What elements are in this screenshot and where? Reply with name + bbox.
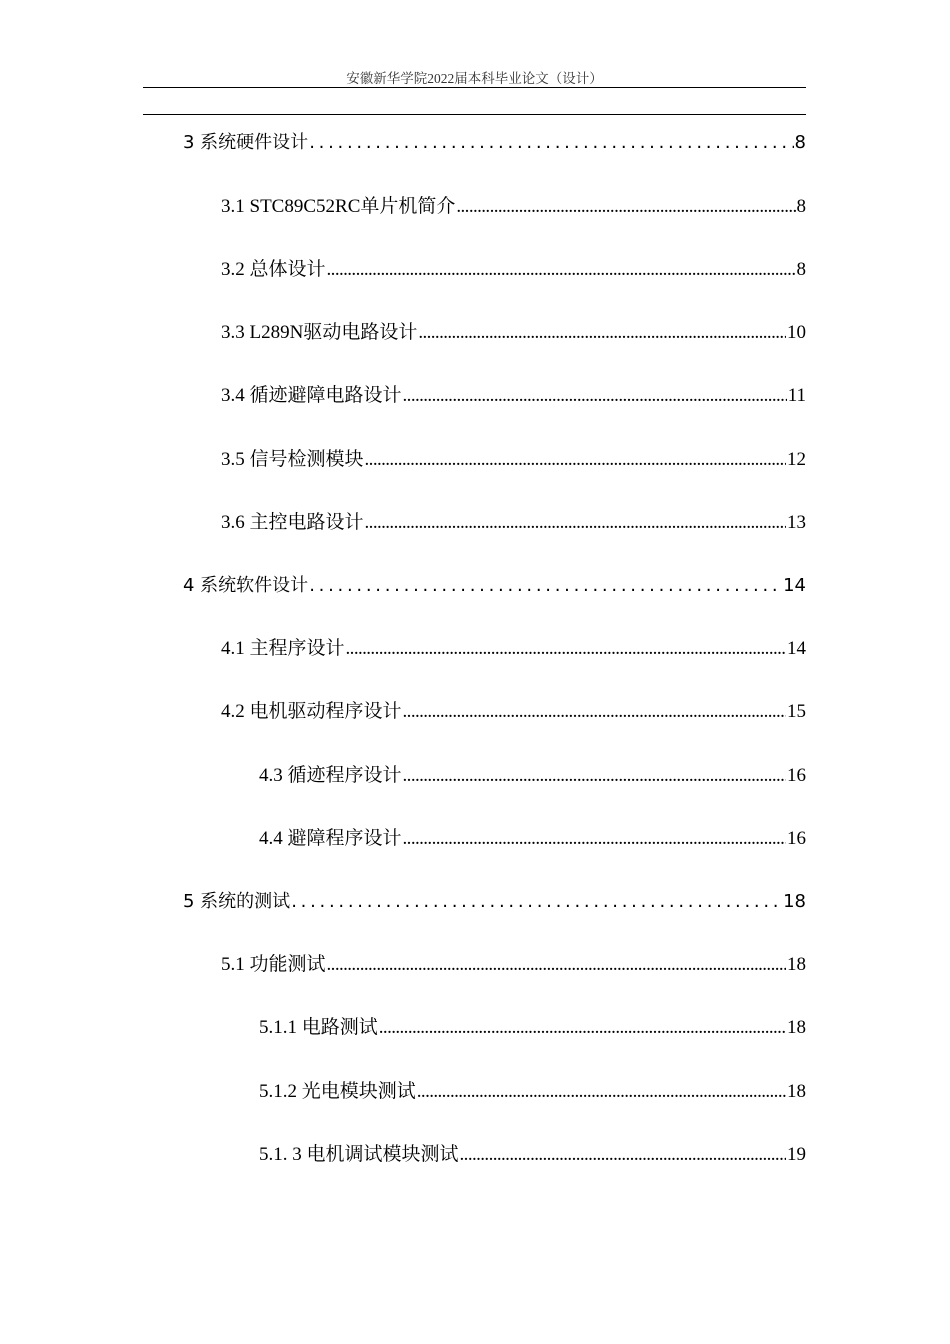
toc-entry-label: 5.1. 3 电机调试模块测试 bbox=[259, 1144, 459, 1165]
toc-entry-label: 4.4 避障程序设计 bbox=[259, 828, 402, 849]
toc-entry[interactable] bbox=[221, 317, 806, 345]
toc-page-number: 8 bbox=[794, 132, 806, 153]
toc-leader bbox=[291, 891, 782, 912]
toc-entry[interactable] bbox=[259, 823, 806, 851]
toc-entry[interactable] bbox=[221, 633, 806, 661]
toc-leader bbox=[403, 828, 786, 850]
toc-entry[interactable] bbox=[221, 191, 806, 219]
toc-entry-label: 3.2 总体设计 bbox=[221, 259, 326, 280]
toc-page-number: 18 bbox=[787, 954, 806, 975]
toc-leader bbox=[403, 765, 786, 787]
toc-entry-label: 5.1.1 电路测试 bbox=[259, 1017, 378, 1038]
toc-page-number: 8 bbox=[796, 196, 806, 217]
toc-entry[interactable] bbox=[221, 507, 806, 535]
toc-entry-label: 3.4 循迹避障电路设计 bbox=[221, 385, 402, 406]
toc-page-number: 12 bbox=[787, 449, 806, 470]
toc-leader bbox=[327, 259, 796, 281]
toc-page-number: 14 bbox=[787, 638, 806, 659]
toc-leader bbox=[403, 385, 787, 407]
header-title: 安徽新华学院2022届本科毕业论文（设计） bbox=[346, 71, 603, 86]
toc-leader bbox=[309, 132, 793, 153]
toc-entry[interactable] bbox=[183, 887, 806, 915]
toc-entry[interactable] bbox=[259, 760, 806, 788]
toc-page-number: 18 bbox=[783, 891, 806, 912]
toc-page-number: 15 bbox=[787, 701, 806, 722]
toc-entry-label: 4.1 主程序设计 bbox=[221, 638, 345, 659]
toc-page-number: 10 bbox=[787, 322, 806, 343]
toc-leader bbox=[417, 1081, 786, 1103]
toc-page-number: 14 bbox=[783, 575, 806, 596]
toc-entry-label: 5 系统的测试 bbox=[183, 891, 291, 912]
toc-entry-label: 3.1 STC89C52RC单片机简介 bbox=[221, 196, 456, 217]
toc-entry-label: 4 系统软件设计 bbox=[183, 575, 309, 596]
toc-leader bbox=[309, 575, 782, 596]
toc-entry[interactable] bbox=[221, 444, 806, 472]
toc-page-number: 19 bbox=[787, 1144, 806, 1165]
toc-page-number: 18 bbox=[787, 1081, 806, 1102]
toc-leader bbox=[460, 1144, 786, 1166]
toc-leader bbox=[327, 954, 786, 976]
toc-page-number: 11 bbox=[787, 385, 806, 406]
toc-entry[interactable] bbox=[221, 380, 806, 408]
toc-page-number: 18 bbox=[787, 1017, 806, 1038]
toc-page-number: 13 bbox=[787, 512, 806, 533]
toc-entry[interactable] bbox=[259, 1012, 806, 1040]
toc-leader bbox=[418, 322, 786, 344]
toc-page-number: 16 bbox=[787, 765, 806, 786]
toc-leader bbox=[456, 196, 795, 218]
toc-entry[interactable] bbox=[259, 1139, 806, 1167]
toc-entry[interactable] bbox=[221, 254, 806, 282]
toc-entry-label: 3.5 信号检测模块 bbox=[221, 449, 364, 470]
toc-page-number: 8 bbox=[796, 259, 806, 280]
toc-entry[interactable] bbox=[221, 696, 806, 724]
toc-entry[interactable] bbox=[183, 128, 806, 156]
toc-page-number: 16 bbox=[787, 828, 806, 849]
toc-entry[interactable] bbox=[259, 1076, 806, 1104]
toc-entry-label: 3.3 L289N驱动电路设计 bbox=[221, 322, 418, 343]
toc-leader bbox=[379, 1017, 786, 1039]
toc-entry[interactable] bbox=[183, 571, 806, 599]
toc-entry-label: 4.2 电机驱动程序设计 bbox=[221, 701, 402, 722]
toc-entry[interactable] bbox=[221, 949, 806, 977]
toc-leader bbox=[365, 449, 786, 471]
toc-entry-label: 4.3 循迹程序设计 bbox=[259, 765, 402, 786]
toc-entry-label: 3.6 主控电路设计 bbox=[221, 512, 364, 533]
toc-leader bbox=[365, 512, 786, 534]
toc-entry-label: 5.1 功能测试 bbox=[221, 954, 326, 975]
toc-entry-label: 5.1.2 光电模块测试 bbox=[259, 1081, 416, 1102]
toc-leader bbox=[403, 701, 786, 723]
toc-entry-label: 3 系统硬件设计 bbox=[183, 132, 309, 153]
toc-leader bbox=[346, 638, 786, 660]
